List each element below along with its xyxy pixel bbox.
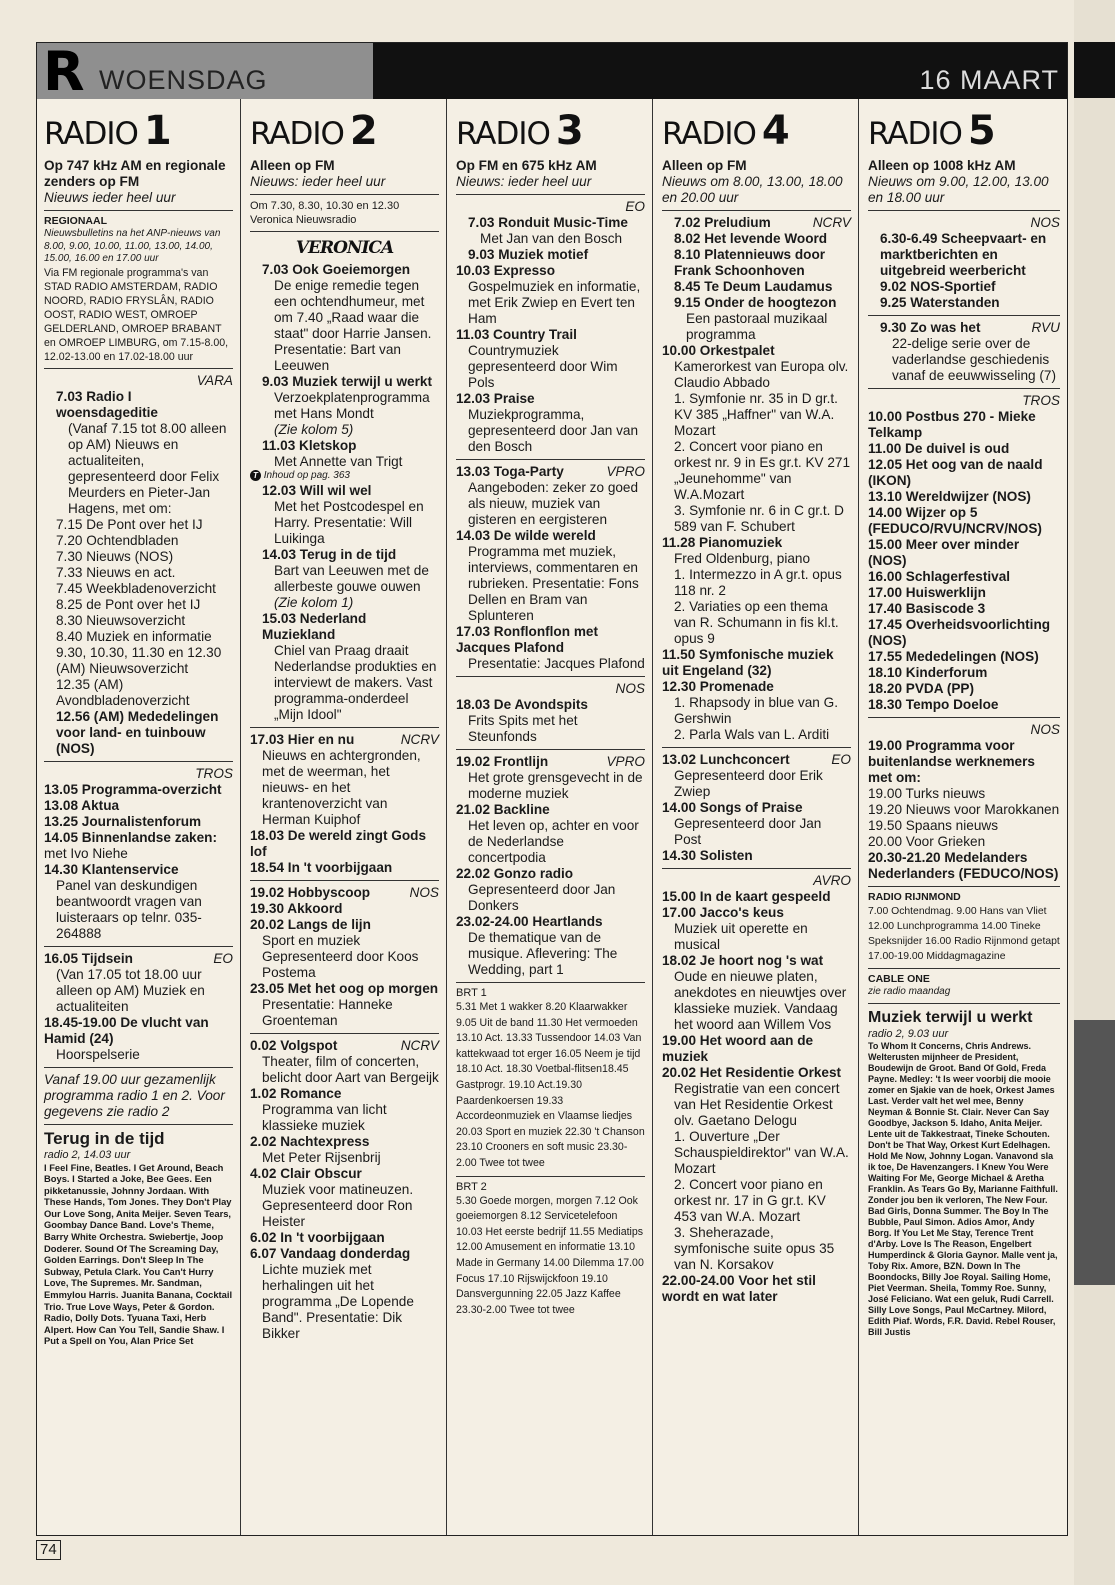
broadcaster: EO	[831, 752, 851, 767]
cable-one-text: zie radio maandag	[868, 986, 951, 997]
program-title: 14.30 Solisten	[662, 848, 753, 863]
feature-playlist: I Feel Fine, Beatles. I Get Around, Beach Boys. I Started a Joke, Bee Gees. Een pikketanussie, Johnny Jordaan. With These Hands, Tom Jones. They Don't Play Our Love Song, Anita Meijer. Seven Tears, Goombay Dance Band. Love's Theme, Barry White Orchestra. Swiebertje, Joop Doderer. Sound Of The Screaming Day, Golden Earrings. Don't Sleep In The Subway, Petula Clark. You Can't Hurry Love, The Supremes. Mr. Sandman, Emmylou Harris. Juanita Banana, Cocktail Trio. True Love Ways, Peter & Gordon. Radio, Dolly Dots. Tyuana Taxi, Herb Alpert. How Can You Tell, Sandie Shaw. I Put a Spell on You, Alan Price Set	[44, 1161, 233, 1347]
program-desc: Gepresenteerd door Erik Zwiep	[674, 768, 823, 799]
program-title: 9.03 Muziek terwijl u werkt	[262, 374, 432, 389]
program-title: 22.00-24.00 Voor het stil wordt en wat later	[662, 1273, 816, 1304]
broadcaster: TROS	[195, 765, 233, 781]
program-title: 18.02 Je hoort nog 's wat	[662, 953, 824, 968]
program-title: 14.05 Binnenlandse zaken:	[44, 829, 218, 845]
program-title: 15.00 In de kaart gespeeld	[662, 889, 831, 904]
broadcaster: NCRV	[400, 1037, 439, 1053]
program-title: 13.08 Aktua	[44, 797, 120, 813]
program-desc: 22-delige serie over de vaderlandse geschiedenis vanaf de eeuwwisseling (7)	[892, 336, 1056, 383]
program-desc: Programma van licht klassieke muziek	[262, 1101, 387, 1133]
program-desc: Met het Postcodespel en Harry. Presentatie: Will Luikinga	[274, 498, 424, 546]
program-title: 11.03 Country Trail	[456, 327, 577, 342]
program-title: 6.07 Vandaag donderdag	[250, 1245, 411, 1261]
program-item: 2. Variaties op een thema van R. Schumann in fis kl.t. opus 9	[674, 599, 839, 646]
list-item: 9.30, 10.30, 11.30 en 12.30 (AM) Nieuwsoverzicht	[56, 644, 222, 676]
list-item: 12.35 (AM) Avondbladenoverzicht	[56, 676, 190, 708]
broadcaster: EO	[625, 199, 645, 214]
program-title: 17.03 Hier en nu	[250, 731, 355, 747]
program-desc: Programma met muziek, interviews, commentaren en rubrieken. Presentatie: Fons Dellen en Bram van Splunteren	[468, 544, 639, 623]
program-item: 2. Parla Wals van L. Arditi	[674, 727, 830, 742]
program-desc: Lichte muziek met herhalingen uit het programma „De Lopende Band". Presentatie: Dik Bikker	[262, 1261, 414, 1341]
veronica-logo: VERONICA	[295, 238, 394, 258]
feature-subtitle: radio 2, 14.03 uur	[44, 1148, 131, 1161]
program-title: 18.30 Tempo Doeloe	[868, 697, 999, 712]
regional-title: REGIONAAL	[44, 215, 107, 227]
program-title: 13.05 Programma-overzicht	[44, 781, 222, 797]
program-title: 17.45 Overheidsvoorlichting (NOS)	[868, 617, 1051, 648]
program-title: 17.00 Jacco's keus	[662, 905, 784, 920]
adjacent-page-strip	[1074, 0, 1115, 1585]
program-note: (Zie kolom 1)	[274, 594, 354, 610]
list-item: 19.50 Spaans nieuws	[868, 818, 998, 833]
program-title: 20.30-21.20 Medelanders Nederlanders (FEDUCO/NOS)	[868, 850, 1059, 881]
program-title: 16.05 Tijdsein	[44, 950, 133, 966]
header-right-block	[373, 43, 1067, 99]
program-item: 1. Intermezzo in A gr.t. opus 118 nr. 2	[674, 567, 842, 598]
list-item: 7.20 Ochtendbladen	[56, 532, 179, 548]
date: 16 MAART	[919, 65, 1059, 95]
program-note: (Zie kolom 5)	[274, 422, 354, 437]
program-title: 9.03 Muziek motief	[468, 247, 589, 262]
program-title: 12.03 Praise	[456, 391, 535, 406]
frequency: Alleen op FM	[250, 158, 335, 173]
program-title: 8.45 Te Deum Laudamus	[674, 279, 833, 294]
program-title: 15.03 Nederland Muziekland	[262, 610, 367, 642]
list-item: 19.00 Turks nieuws	[868, 786, 986, 801]
news-info: Nieuws om 8.00, 13.00, 18.00 en 20.00 uur	[662, 174, 843, 205]
radio-4-column	[655, 99, 859, 1535]
radio-1-column	[37, 99, 241, 1535]
broadcaster: AVRO	[813, 873, 851, 888]
list-item: 8.25 de Pont over het IJ	[56, 596, 201, 612]
radio-5-title: RADIO 5	[868, 108, 995, 154]
program-title: 18.10 Kinderforum	[868, 665, 988, 680]
radio-3-column	[449, 99, 653, 1535]
program-title: 8.10 Platennieuws door Frank Schoonhoven	[674, 247, 826, 278]
info-icon: T	[250, 470, 261, 481]
program-item: 2. Concert voor piano en orkest nr. 17 in G gr.t. KV 453 van W.A. Mozart	[674, 1177, 826, 1224]
program-title: 6.02 In 't voorbijgaan	[250, 1229, 385, 1245]
radio-4-title: RADIO 4	[662, 108, 789, 154]
program-title: 18.03 De wereld zingt Gods lof	[250, 827, 427, 859]
program-desc: Kamerorkest van Europa olv. Claudio Abbado	[674, 359, 849, 390]
broadcaster: VARA	[196, 372, 233, 388]
radio-2-title: RADIO 2	[250, 108, 377, 154]
program-title: 18.20 PVDA (PP)	[868, 681, 975, 696]
weekday: WOENSDAG	[99, 65, 268, 95]
program-title: 9.02 NOS-Sportief	[880, 279, 996, 294]
veronica-news: Om 7.30, 8.30, 10.30 en 12.30 Veronica Nieuwsradio	[250, 200, 400, 226]
program-title: 19.00 Het woord aan de muziek	[662, 1033, 814, 1064]
list-item: 7.15 De Pont over het IJ	[56, 516, 203, 532]
program-title: 21.02 Backline	[456, 802, 550, 817]
program-desc: Muziekprogramma, gepresenteerd door Jan van den Bosch	[468, 407, 639, 454]
program-title: 18.45-19.00 De vlucht van Hamid (24)	[44, 1014, 209, 1046]
program-title: 12.05 Het oog van de naald (IKON)	[868, 457, 1043, 488]
program-title: 19.30 Akkoord	[250, 900, 343, 916]
program-title: 14.00 Wijzer op 5 (FEDUCO/RVU/NCRV/NOS)	[868, 505, 1042, 536]
program-desc: Theater, film of concerten, belicht door Aart van Bergeijk	[262, 1053, 439, 1085]
program-title: 11.00 De duivel is oud	[868, 441, 1010, 456]
radio-5-column	[861, 99, 1067, 1535]
broadcaster: TROS	[1022, 393, 1060, 408]
news-info: Nieuws: ieder heel uur	[250, 174, 386, 189]
program-title: 12.56 (AM) Mededelingen voor land- en tuinbouw (NOS)	[56, 708, 219, 756]
adjacent-page-photo	[1074, 1020, 1115, 1285]
program-desc: De enige remedie tegen een ochtendhumeur, met om 7.40 „Raad waar die staat" door Harrie Jansen. Presentatie: Bart van Leeuwen	[274, 278, 432, 373]
program-desc: Hoorspelserie	[56, 1046, 140, 1062]
news-info: Nieuws: ieder heel uur	[456, 174, 592, 189]
program-title: 18.54 In 't voorbijgaan	[250, 859, 393, 875]
program-desc: Verzoekplatenprogramma met Hans Mondt	[274, 390, 430, 421]
program-title: 7.03 Ook Goeiemorgen	[262, 262, 411, 277]
broadcaster: RVU	[1031, 320, 1060, 335]
program-title: 18.03 De Avondspits	[456, 697, 588, 712]
page-header	[37, 40, 1067, 103]
program-desc: Het grote grensgevecht in de moderne muziek	[468, 770, 643, 801]
program-desc: Gepresenteerd door Jan Post	[674, 816, 822, 847]
program-item: 2. Concert voor piano en orkest nr. 9 in Es gr.t. KV 271 „Jeunehomme" van W.A.Mozart	[674, 439, 851, 502]
program-title: 17.00 Huiswerklijn	[868, 585, 986, 600]
program-title: 7.02 Preludium	[674, 215, 771, 230]
header-left-block	[37, 40, 373, 103]
broadcaster: VPRO	[606, 464, 645, 479]
program-desc: Countrymuziek gepresenteerd door Wim Pols	[468, 343, 618, 390]
program-desc: De thematique van de musique. Aflevering: The Wedding, part 1	[468, 930, 618, 977]
program-desc: Sport en muziek Gepresenteerd door Koos Postema	[262, 932, 419, 980]
program-title: 11.28 Pianomuziek	[662, 535, 783, 550]
program-title: 12.30 Promenade	[662, 679, 774, 694]
program-desc: Presentatie: Jacques Plafond	[468, 656, 645, 671]
program-title: 14.30 Klantenservice	[44, 861, 179, 877]
program-desc: Een pastoraal muzikaal programma	[686, 311, 828, 342]
program-desc: Met Jan van den Bosch	[480, 231, 623, 246]
broadcaster: EO	[213, 950, 233, 966]
news-info: Nieuws ieder heel uur	[44, 190, 176, 205]
program-title: 13.02 Lunchconcert	[662, 752, 790, 767]
list-item: 8.30 Nieuwsoverzicht	[56, 612, 186, 628]
program-title: 9.15 Onder de hoogtezon	[674, 295, 837, 310]
program-title: 17.55 Mededelingen (NOS)	[868, 649, 1039, 664]
program-item: 3. Sheherazade, symfonische suite opus 35 van N. Korsakov	[674, 1225, 835, 1272]
program-title: 20.02 Langs de lijn	[250, 916, 371, 932]
program-title: 10.00 Orkestpalet	[662, 343, 775, 358]
list-item: 7.45 Weekbladenoverzicht	[56, 580, 216, 596]
program-desc: Met Annette van Trigt	[274, 454, 403, 469]
radio-1-title: RADIO 1	[44, 108, 171, 154]
program-title: 13.03 Toga-Party	[456, 464, 564, 479]
brt1-title: BRT 1	[456, 987, 487, 999]
radio-3-title: RADIO 3	[456, 108, 583, 154]
program-item: 1. Rhapsody in blue van G. Gershwin	[674, 695, 838, 726]
program-title: 23.05 Met het oog op morgen	[250, 980, 439, 996]
rijnmond-title: RADIO RIJNMOND	[868, 891, 961, 903]
program-desc: (Vanaf 7.15 tot 8.00 alleen op AM) Nieuws en actualiteiten, gepresenteerd door Felix Meurders en Pieter-Jan Hagens, met om:	[68, 420, 227, 516]
program-desc: met Ivo Niehe	[44, 845, 128, 861]
list-item: 19.20 Nieuws voor Marokkanen	[868, 802, 1060, 817]
feature-subtitle: radio 2, 9.03 uur	[868, 1027, 949, 1040]
frequency: Op 747 kHz AM en regionale zenders op FM	[44, 158, 226, 189]
program-title: 10.00 Postbus 270 - Mieke Telkamp	[868, 409, 1036, 440]
list-item: 8.40 Muziek en informatie	[56, 628, 212, 644]
program-title: 17.03 Ronflonflon met Jacques Plafond	[456, 624, 598, 655]
program-title: 10.03 Expresso	[456, 263, 555, 278]
program-title: 9.25 Waterstanden	[880, 295, 1000, 310]
program-title: 17.40 Basiscode 3	[868, 601, 986, 616]
list-item: 7.30 Nieuws (NOS)	[56, 548, 174, 564]
program-desc: Met Peter Rijsenbrij	[262, 1149, 381, 1165]
program-desc: Oude en nieuwe platen, anekdotes en nieuwtjes over klassieke muziek. Vandaag het woord aan Willem Vos	[674, 969, 847, 1032]
program-title: 20.02 Het Residentie Orkest	[662, 1065, 842, 1080]
program-desc: Registratie van een concert van Het Residentie Orkest olv. Gaetano Delogu	[674, 1081, 840, 1128]
program-title: 14.03 De wilde wereld	[456, 528, 596, 543]
page-number: 74	[36, 1540, 61, 1560]
program-title: 6.30-6.49 Scheepvaart- en marktberichten en uitgebreid weerbericht	[880, 231, 1047, 278]
program-item: 1. Symfonie nr. 35 in D gr.t. KV 385 „Haffner" van W.A. Mozart	[674, 391, 838, 438]
broadcaster: NCRV	[400, 731, 439, 747]
program-desc: (Van 17.05 tot 18.00 uur alleen op AM) Muziek en actualiteiten	[56, 966, 205, 1014]
feature-playlist: To Whom It Concerns, Chris Andrews. Welterusten mijnheer de President, Boudewijn de Groot. Band Of Gold, Freda Payne. Medley: 't Is weer voorbij die mooie zomer en Sjakie van de hoek, Orkest James Last. Verder valt het wel mee, Benny Neyman & Bonnie St. Clair. Never Can Say Goodbye, Jackson 5. Idaho, Anita Meijer. Lente uit de Takkestraat, Tineke Schouten. Don't be That Way, Orkest Kurt Edelhagen. Hold Me Now, Johnny Logan. Vanavond sla ik toe, De Havenzangers. I Knew You Were Waiting For Me, George Michael & Aretha Franklin. As Tears Go By, Marianne Faithfull. Zonder jou ben ik verloren, The New Four. Bad Girls, Donna Summer. The Boy In The Bubble, Paul Simon. Adios Amor, Andy Borg. If You Let Me Stay, Terence Trent d'Arby. Love Is The Reason, Engelbert Humperdinck & Gloria Gaynor. Malle vent ja, Toby Rix. Amore, BZN. Down In The Boondocks, Billy Joe Royal. Sailing Home, Piet Veerman. Sheila, Tommy Roe. Sunny, José Feliciano. Wat een geluk, Rudi Carrell. Silly Love Songs, Paul McCartney. Milord, Edith Piaf. Words, F.R. David. Rebel Rouser, Bill Justis	[868, 1040, 1058, 1337]
broadcaster: NOS	[409, 884, 439, 900]
brt2-title: BRT 2	[456, 1180, 487, 1193]
list-item: 7.33 Nieuws en act.	[56, 564, 176, 580]
program-title: 22.02 Gonzo radio	[456, 866, 574, 881]
program-title: 9.30 Zo was het	[880, 320, 981, 335]
program-desc: Presentatie: Hanneke Groenteman	[262, 996, 393, 1028]
program-title: 7.03 Radio I woensdageditie	[56, 388, 158, 420]
program-desc: Het leven op, achter en voor de Nederlandse concertpodia	[468, 818, 639, 865]
program-title: 8.02 Het levende Woord	[674, 231, 828, 246]
program-title: 2.02 Nachtexpress	[250, 1133, 370, 1149]
program-title: 23.02-24.00 Heartlands	[456, 914, 603, 929]
frequency: Alleen op FM	[662, 158, 747, 173]
program-desc: Frits Spits met het Steunfonds	[468, 713, 578, 744]
adjacent-page-header	[1074, 42, 1115, 98]
radio-2-column	[243, 99, 447, 1535]
broadcaster: VPRO	[606, 754, 645, 769]
program-title: 15.00 Meer over minder (NOS)	[868, 537, 1020, 568]
broadcaster: NOS	[615, 681, 645, 696]
program-title: 4.02 Clair Obscur	[250, 1165, 362, 1181]
program-desc: Bart van Leeuwen met de allerbeste gouwe ouwen	[274, 562, 429, 594]
radio-listings-page	[36, 42, 1068, 1536]
program-title: 16.00 Schlagerfestival	[868, 569, 1011, 584]
program-item: 3. Symfonie nr. 6 in C gr.t. D 589 van F. Schubert	[674, 503, 844, 534]
frequency: Op FM en 675 kHz AM	[456, 158, 597, 173]
program-desc: Fred Oldenburg, piano	[674, 551, 811, 566]
section-letter: R	[43, 40, 85, 103]
program-title: 19.02 Hobbyscoop	[250, 884, 371, 900]
program-title: 1.02 Romance	[250, 1085, 342, 1101]
broadcaster: NOS	[1030, 215, 1060, 230]
regional-text: Nieuwsbulletins na het ANP-nieuws van 8.00, 9.00, 10.00, 11.00, 13.00, 14.00, 15.00, 16.00 en 17.00 uur	[44, 228, 221, 264]
rijnmond-schedule: 7.00 Ochtendmag. 9.00 Hans van Vliet 12.00 Lunchprogramma 14.00 Tineke Speksnijder 16.00 Radio Rijnmond getapt 17.00-19.00 Middagmagazine	[868, 906, 1060, 962]
program-desc: Aangeboden: zeker zo goed als nieuw, muziek van gisteren en eergisteren	[468, 480, 639, 527]
feature-title: Muziek terwijl u werkt	[868, 1008, 1033, 1026]
program-title: 11.50 Symfonische muziek uit Engeland (32)	[662, 647, 834, 678]
brt1-schedule: 5.31 Met 1 wakker 8.20 Klaarwakker 9.05 Uit de band 11.30 Het vermoeden 13.10 Act. 13.33 Tussendoor 14.03 Van kattekwaad tot erger 16.05 Neem je tijd 18.10 Act. 18.30 Voetbal-flitsen18.45 Gastprogr. 19.10 Act.19.30 Paardenkoersen 19.33 Accordeonmuziek en Vlaamse liedjes 20.03 Sport en muziek 22.30 't Chanson 23.10 Crooners en soft music 23.30-2.00 Twee tot twee	[456, 1001, 645, 1169]
feature-title: Terug in de tijd	[44, 1128, 165, 1148]
program-desc: Muziek voor matineuzen. Gepresenteerd door Ron Heister	[262, 1181, 414, 1229]
program-title: 13.10 Wereldwijzer (NOS)	[868, 489, 1031, 504]
program-desc: Muziek uit operette en musical	[674, 921, 808, 952]
cable-one-title: CABLE ONE	[868, 973, 930, 985]
list-item: 20.00 Voor Grieken	[868, 834, 986, 849]
joint-program-note: Vanaf 19.00 uur gezamenlijk programma radio 1 en 2. Voor gegevens zie radio 2	[44, 1071, 225, 1119]
program-title: 7.03 Ronduit Music-Time	[468, 215, 628, 230]
brt2-schedule: 5.30 Goede morgen, morgen 7.12 Ook goeiemorgen 8.12 Servicetelefoon 10.03 Het eerste bedrijf 11.55 Mediatips 12.00 Amusement en informatie 13.10 Made in Germany 14.00 Dilemma 17.00 Focus 17.10 Rijswijckfoon 19.10 Dansvergunning 22.05 Jazz Kaffee 23.30-2.00 Twee tot twee	[456, 1194, 644, 1316]
program-note: Inhoud op pag. 363	[263, 470, 350, 482]
program-desc: Nieuws en achtergronden, met de weerman, het nieuws- en het krantenoverzicht van Herman Kuiphof	[262, 747, 421, 827]
frequency: Alleen op 1008 kHz AM	[868, 158, 1016, 173]
program-title: 14.00 Songs of Praise	[662, 800, 803, 815]
program-title: 0.02 Volgspot	[250, 1037, 338, 1053]
broadcaster: NCRV	[812, 215, 851, 230]
broadcaster: NOS	[1030, 722, 1060, 737]
program-item: 1. Ouverture „Der Schauspieldirektor" van W.A. Mozart	[674, 1129, 849, 1176]
regional-text-2: Via FM regionale programma's van STAD RADIO AMSTERDAM, RADIO NOORD, RADIO FRYSLÂN, RADIO OOST, RADIO WEST, OMROEP GELDERLAND, OMROEP BRABANT en OMROEP LIMBURG, om 7.15-8.00, 12.02-13.00 en 17.02-18.00 uur	[44, 266, 229, 363]
program-title: 19.02 Frontlijn	[456, 754, 549, 769]
program-desc: Gepresenteerd door Jan Donkers	[468, 882, 616, 913]
program-title: 19.00 Programma voor buitenlandse werknemers met om:	[868, 738, 1035, 785]
news-info: Nieuws om 9.00, 12.00, 13.00 en 18.00 uur	[868, 174, 1049, 205]
program-desc: Panel van deskundigen beantwoordt vragen van luisteraars op telnr. 035-264888	[56, 877, 202, 941]
program-desc: Chiel van Praag draait Nederlandse produkties en interviewt de makers. Vast programma-onderdeel „Mijn Idool"	[274, 642, 437, 722]
program-title: 11.03 Kletskop	[262, 438, 357, 453]
program-title: 12.03 Will wil wel	[262, 482, 372, 498]
program-title: 14.03 Terug in de tijd	[262, 546, 397, 562]
program-desc: Gospelmuziek en informatie, met Erik Zwiep en Evert ten Ham	[468, 279, 641, 326]
program-title: 13.25 Journalistenforum	[44, 813, 202, 829]
